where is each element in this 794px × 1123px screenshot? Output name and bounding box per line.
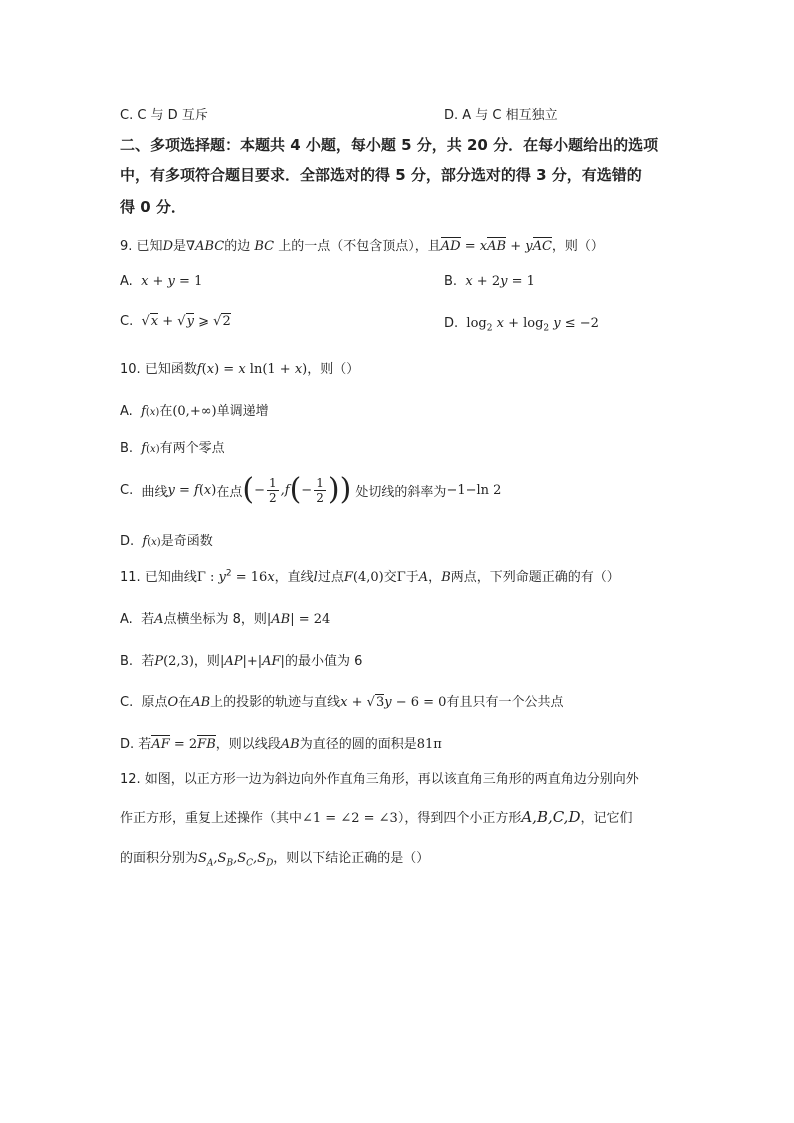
option-label: C.	[120, 314, 134, 329]
q11-text: 原点	[141, 695, 168, 710]
q10-text: 已知函数	[144, 362, 197, 377]
q10-text: 单调递增	[216, 404, 269, 419]
option-label: D.	[120, 534, 135, 549]
option-label: B.	[120, 654, 134, 669]
q12-line3: 的面积分别为$S_A,S_B,S_C,S_D$，则以下结论正确的是（）	[120, 851, 430, 869]
q9-option-d: D. $\log_2 x + \log_2 y \le -2$	[444, 316, 599, 334]
q11-text: 上的投影的轨迹与直线	[210, 695, 341, 710]
q11-text: 在	[178, 695, 192, 710]
q12-line2: 作正方形，重复上述操作（其中∠1 = ∠2 = ∠3），得到四个小正方形A,B,C,D，记它们	[120, 808, 633, 826]
q12-text: 作正方形，重复上述操作（其中	[120, 811, 303, 826]
q9-stem: 9. 已知D是∇ABC的边 BC 上的一点（不包含顶点），且AD = xAB + yAC，则（）	[120, 239, 604, 254]
q10-text: ，则（）	[307, 362, 360, 377]
q10-text: 在	[159, 404, 173, 419]
option-label: C.	[120, 482, 134, 498]
q11-text: 于	[405, 570, 419, 585]
q10-option-b: B. f(x)有两个零点	[120, 441, 225, 456]
prev-option-c: C. C 与 D 互斥	[120, 108, 208, 123]
q11-text: ，直线	[274, 570, 314, 585]
q10-option-a: A. f(x)在(0,+∞)单调递增	[120, 404, 269, 419]
q9-text: 已知	[136, 239, 163, 254]
q10-option-c: C. 曲线 y = f ( x ) 在点 ( − $\frac{1}{2}$ ,f ( − $\frac{1}{2}$ ) ) 处切线的斜率为 −1−ln 2	[120, 472, 502, 507]
q12-text: ，记它们	[580, 811, 633, 826]
option-label: A.	[120, 404, 133, 419]
q11-text: 若	[141, 654, 155, 669]
q10-text: 在点	[216, 484, 243, 500]
q11-option-a: A. 若A点横坐标为 8，则|AB| = 24	[120, 612, 331, 627]
option-label: A.	[120, 274, 133, 289]
q11-text: ，则	[193, 654, 220, 669]
q11-text: 点横坐标为 8，则	[163, 612, 267, 627]
q11-option-b: B. 若P(2,3)，则|AP|+|AF|的最小值为 6	[120, 654, 363, 669]
q11-option-c: C. 原点O在AB上的投影的轨迹与直线x + √3y − 6 = 0有且只有一个公共点	[120, 695, 564, 710]
option-label: A.	[120, 612, 133, 627]
q9-option-a: A. x + y = 1	[120, 274, 203, 289]
section-heading-line2: 中，有多项符合题目要求．全部选对的得 5 分，部分选对的得 3 分，有选错的	[120, 166, 642, 184]
q10-text: 是奇函数	[160, 534, 213, 549]
option-label: D.	[120, 737, 135, 752]
q9-text: 的边	[224, 239, 251, 254]
q10-option-d: D. f(x)是奇函数	[120, 534, 213, 549]
q11-text: ，则以线段	[215, 737, 281, 752]
q11-stem: 11. 已知曲线Γ : $y^2 = 16x$，直线l过点F(4,0)交Γ于A，B两点，下列命题正确的有（）	[120, 568, 620, 585]
section-heading-line3: 得 0 分．	[120, 198, 186, 216]
section-heading-line1: 二、多项选择题：本题共 4 小题，每小题 5 分，共 20 分．在每小题给出的选项	[120, 136, 659, 154]
q9-text: 是	[173, 239, 187, 254]
q12-text: ），得到四个小正方形	[397, 811, 522, 826]
q10-number: 10.	[120, 362, 141, 377]
option-label: D.	[444, 316, 459, 331]
q10-stem: 10. 已知函数f(x) = x ln(1 + x)，则（）	[120, 362, 360, 377]
q9-text: 上的一点（不包含顶点），且	[278, 239, 441, 254]
q11-text: 若	[141, 612, 155, 627]
q11-text: 的最小值为 6	[284, 654, 363, 669]
q11-text: 有且只有一个公共点	[446, 695, 564, 710]
q9-option-b: B. x + 2y = 1	[444, 274, 535, 289]
q11-number: 11.	[120, 570, 141, 585]
q11-text: 两点，下列命题正确的有（）	[450, 570, 620, 585]
q10-text: 处切线的斜率为	[355, 484, 447, 500]
q11-option-d: D. 若AF = 2FB，则以线段AB为直径的圆的面积是81π	[120, 737, 442, 752]
option-label: C.	[120, 695, 134, 710]
q11-text: 为直径的圆的面积是	[299, 737, 417, 752]
q9-option-c: C. √x + √y ⩾ √2	[120, 314, 231, 329]
q12-line1: 12. 如图，以正方形一边为斜边向外作直角三角形，再以该直角三角形的两直角边分别向外	[120, 772, 639, 787]
q11-text: 交	[383, 570, 397, 585]
q9-number: 9.	[120, 239, 133, 254]
q11-text: 若	[138, 737, 152, 752]
q12-text: ，则以下结论正确的是（）	[273, 851, 430, 866]
q10-text: 曲线	[141, 484, 168, 500]
q11-text: 过点	[317, 570, 344, 585]
prev-option-d: D. A 与 C 相互独立	[444, 108, 558, 123]
option-label: B.	[120, 441, 134, 456]
q10-text: 有两个零点	[159, 441, 225, 456]
q12-text: 的面积分别为	[120, 851, 199, 866]
q11-text: 已知曲线	[144, 570, 197, 585]
option-label: B.	[444, 274, 458, 289]
q9-text: ，则（）	[551, 239, 604, 254]
